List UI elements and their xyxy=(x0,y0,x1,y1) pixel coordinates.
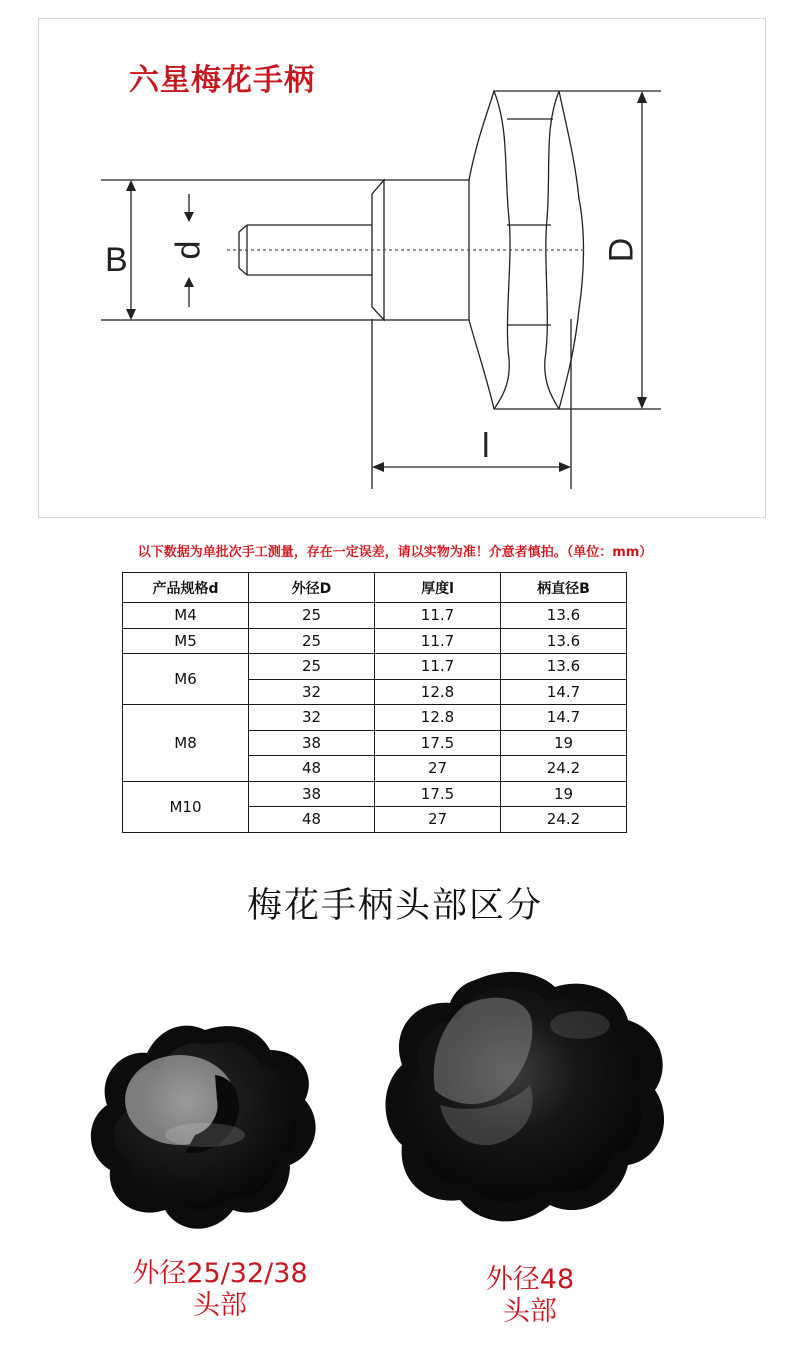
header-thickness: 厚度l xyxy=(375,573,501,603)
header-outer-diameter: 外径D xyxy=(249,573,375,603)
section-title: 梅花手柄头部区分 xyxy=(246,886,543,926)
spec-table xyxy=(122,572,627,833)
large-knob-caption-line1: 外径48 xyxy=(485,1264,575,1295)
handle-diameter-cell: 19 xyxy=(501,730,627,756)
dimension-label-l: l xyxy=(482,427,490,465)
handle-diameter-cell: 13.6 xyxy=(501,603,627,629)
dimension-label-d-small: d xyxy=(169,240,208,260)
outer-diameter-cell: 38 xyxy=(249,781,375,807)
handle-diameter-cell: 13.6 xyxy=(501,654,627,680)
table-header-row xyxy=(123,573,627,603)
handle-diameter-cell: 14.7 xyxy=(501,679,627,705)
thickness-cell: 12.8 xyxy=(375,679,501,705)
spec-cell: M10 xyxy=(123,781,249,832)
outer-diameter-cell: 25 xyxy=(249,628,375,654)
table-row xyxy=(123,603,627,629)
handle-diameter-cell: 14.7 xyxy=(501,705,627,731)
table-row xyxy=(123,705,627,731)
outer-diameter-cell: 48 xyxy=(249,807,375,833)
outer-diameter-cell: 32 xyxy=(249,679,375,705)
table-row xyxy=(123,781,627,807)
outer-diameter-cell: 32 xyxy=(249,705,375,731)
large-knob-caption-line2: 头部 xyxy=(503,1296,557,1327)
measurement-notice: 以下数据为单批次手工测量，存在一定误差，请以实物为准！介意者慎拍。（单位：mm） xyxy=(137,545,653,560)
thickness-cell: 27 xyxy=(375,807,501,833)
dimension-label-b: B xyxy=(105,241,128,279)
thickness-cell: 27 xyxy=(375,756,501,782)
large-knob-image xyxy=(380,965,680,1235)
thickness-cell: 17.5 xyxy=(375,781,501,807)
outer-diameter-cell: 25 xyxy=(249,654,375,680)
handle-diameter-cell: 13.6 xyxy=(501,628,627,654)
small-knob-caption xyxy=(110,1258,330,1322)
handle-diameter-cell: 19 xyxy=(501,781,627,807)
outer-diameter-cell: 38 xyxy=(249,730,375,756)
large-knob-caption xyxy=(420,1264,640,1328)
header-handle-diameter: 柄直径B xyxy=(501,573,627,603)
spec-cell: M4 xyxy=(123,603,249,629)
thickness-cell: 12.8 xyxy=(375,705,501,731)
table-row xyxy=(123,628,627,654)
thickness-cell: 11.7 xyxy=(375,654,501,680)
handle-diameter-cell: 24.2 xyxy=(501,756,627,782)
table-row xyxy=(123,654,627,680)
dimension-label-d-outer: D xyxy=(602,237,641,263)
small-knob-image xyxy=(85,1005,325,1245)
thickness-cell: 11.7 xyxy=(375,628,501,654)
diagram-title: 六星梅花手柄 xyxy=(129,63,315,98)
technical-diagram xyxy=(38,18,766,518)
thickness-cell: 11.7 xyxy=(375,603,501,629)
spec-cell: M5 xyxy=(123,628,249,654)
handle-diameter-cell: 24.2 xyxy=(501,807,627,833)
thickness-cell: 17.5 xyxy=(375,730,501,756)
spec-cell: M8 xyxy=(123,705,249,782)
header-spec: 产品规格d xyxy=(123,573,249,603)
outer-diameter-cell: 25 xyxy=(249,603,375,629)
outer-diameter-cell: 48 xyxy=(249,756,375,782)
spec-cell: M6 xyxy=(123,654,249,705)
small-knob-caption-line2: 头部 xyxy=(193,1290,247,1321)
small-knob-caption-line1: 外径25/32/38 xyxy=(132,1258,308,1289)
